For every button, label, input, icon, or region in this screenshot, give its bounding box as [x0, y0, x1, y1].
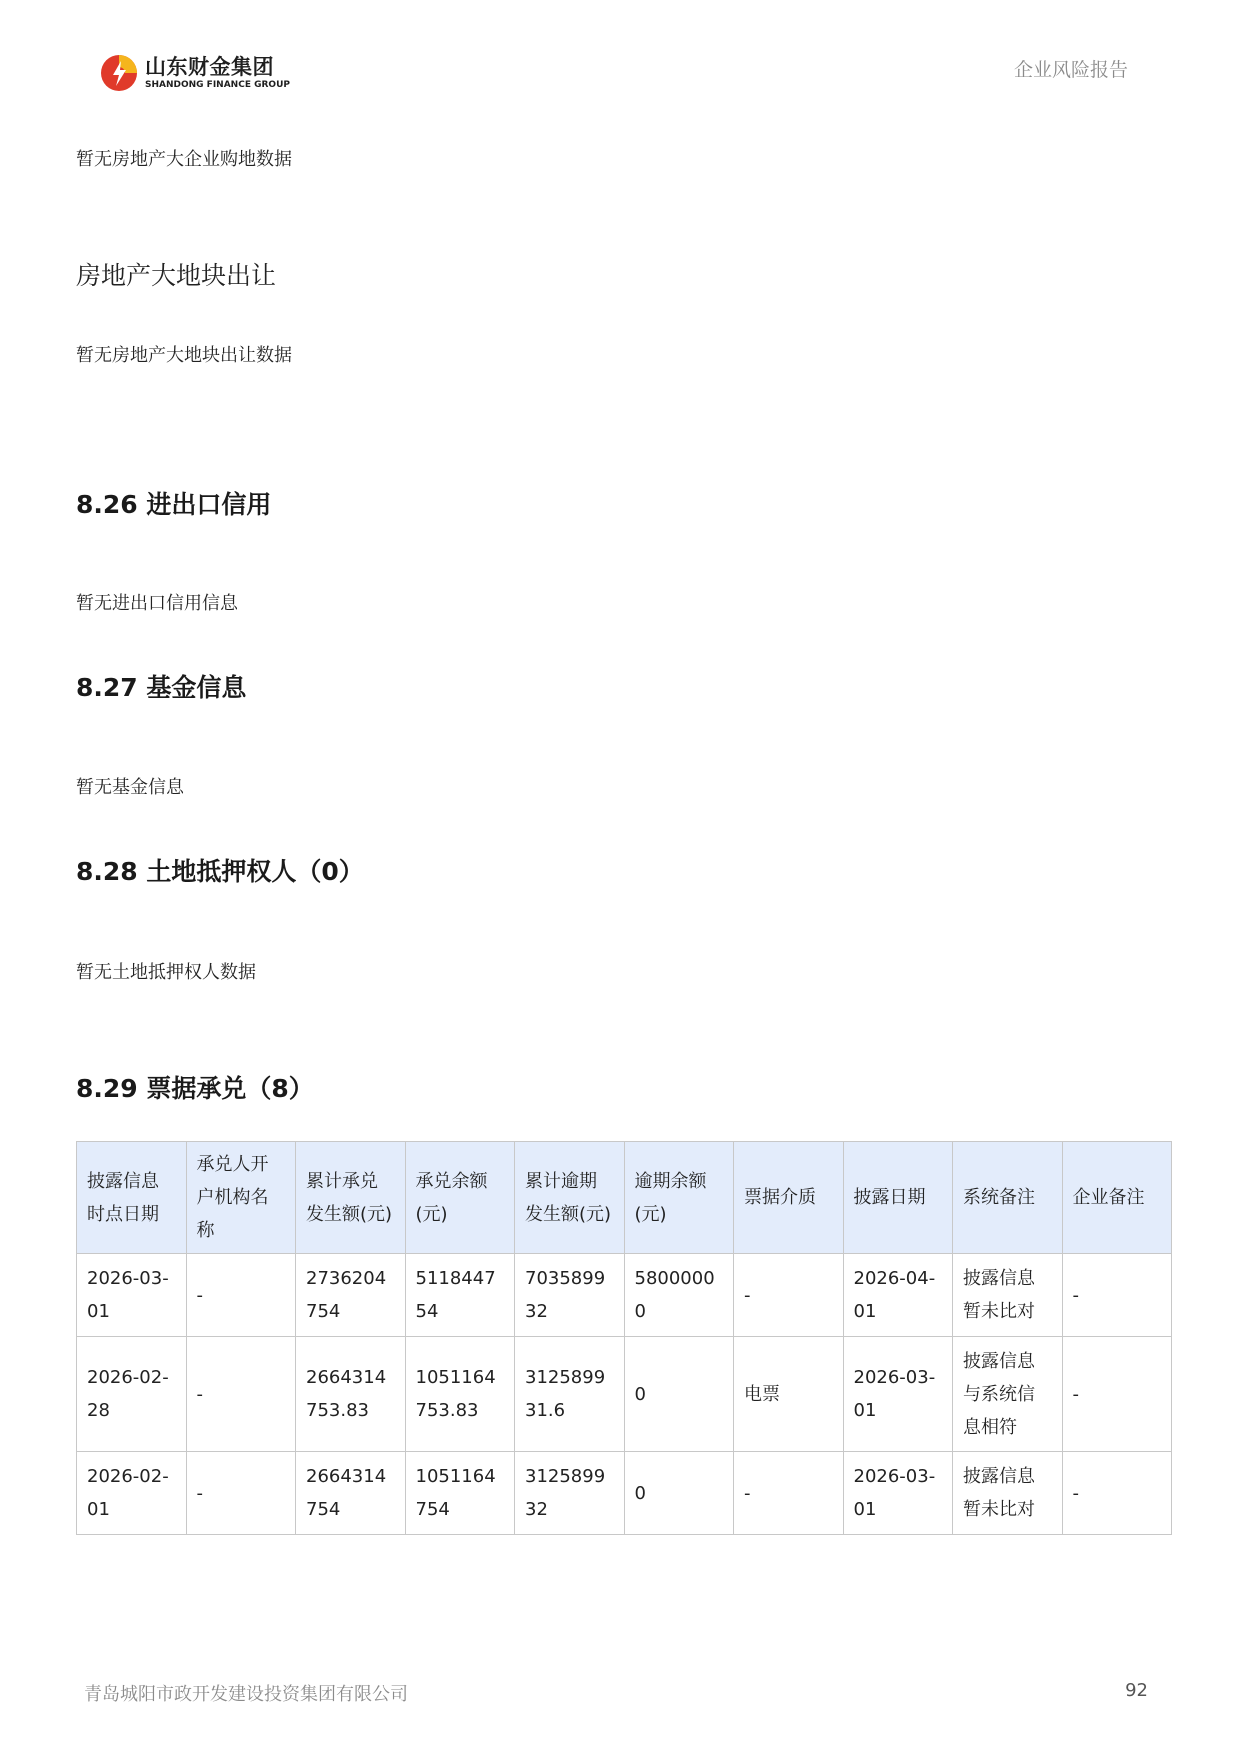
table-cell: -	[186, 1337, 296, 1452]
table-cell: 2026-03-01	[77, 1254, 187, 1337]
table-cell: 58000000	[624, 1254, 734, 1337]
table-cell: -	[734, 1254, 844, 1337]
column-header-company-remark: 企业备注	[1062, 1142, 1172, 1254]
table-cell: 2664314753.83	[296, 1337, 406, 1452]
company-logo	[99, 52, 290, 94]
import-export-heading: 8.26 进出口信用	[76, 490, 272, 519]
column-header-cumulative-acceptance: 累计承兑发生额(元)	[296, 1142, 406, 1254]
column-header-acceptor-bank: 承兑人开户机构名称	[186, 1142, 296, 1254]
table-cell: 2664314754	[296, 1452, 406, 1535]
table-cell: 2026-03-01	[843, 1452, 953, 1535]
logo-chinese-name: 山东财金集团	[145, 55, 274, 79]
land-transfer-empty-text: 暂无房地产大地块出让数据	[76, 345, 292, 366]
table-cell: 0	[624, 1337, 734, 1452]
table-cell: 2026-02-28	[77, 1337, 187, 1452]
column-header-bill-medium: 票据介质	[734, 1142, 844, 1254]
table-cell: 1051164753.83	[405, 1337, 515, 1452]
land-mortgage-heading: 8.28 土地抵押权人（0）	[76, 857, 364, 886]
table-cell: -	[1062, 1254, 1172, 1337]
table-cell: 0	[624, 1452, 734, 1535]
table-cell: 2736204754	[296, 1254, 406, 1337]
page-number: 92	[1125, 1680, 1148, 1701]
table-cell: -	[186, 1452, 296, 1535]
shandong-finance-logo-icon	[99, 53, 139, 93]
import-export-empty-text: 暂无进出口信用信息	[76, 593, 238, 614]
footer-company-name: 青岛城阳市政开发建设投资集团有限公司	[84, 1684, 408, 1705]
table-cell: 703589932	[515, 1254, 625, 1337]
logo-english-name: SHANDONG FINANCE GROUP	[145, 80, 290, 90]
table-row	[77, 1337, 1172, 1452]
fund-empty-text: 暂无基金信息	[76, 777, 184, 798]
table-cell: -	[734, 1452, 844, 1535]
table-header-row	[77, 1142, 1172, 1254]
table-cell: 电票	[734, 1337, 844, 1452]
fund-heading: 8.27 基金信息	[76, 673, 247, 702]
table-cell: 2026-02-01	[77, 1452, 187, 1535]
table-cell: 312589931.6	[515, 1337, 625, 1452]
land-purchase-empty-text: 暂无房地产大企业购地数据	[76, 149, 292, 170]
table-row	[77, 1254, 1172, 1337]
bill-acceptance-heading: 8.29 票据承兑（8）	[76, 1074, 314, 1103]
land-transfer-heading: 房地产大地块出让	[76, 261, 277, 290]
table-cell: 1051164754	[405, 1452, 515, 1535]
land-mortgage-empty-text: 暂无土地抵押权人数据	[76, 962, 256, 983]
table-cell: -	[1062, 1452, 1172, 1535]
column-header-disclosure-date: 披露日期	[843, 1142, 953, 1254]
table-cell: 511844754	[405, 1254, 515, 1337]
table-cell: -	[186, 1254, 296, 1337]
column-header-overdue-balance: 逾期余额(元)	[624, 1142, 734, 1254]
table-cell: 披露信息与系统信息相符	[953, 1337, 1063, 1452]
column-header-cumulative-overdue: 累计逾期发生额(元)	[515, 1142, 625, 1254]
table-row	[77, 1452, 1172, 1535]
report-title: 企业风险报告	[1013, 59, 1128, 81]
table-cell: 312589932	[515, 1452, 625, 1535]
table-cell: 2026-03-01	[843, 1337, 953, 1452]
column-header-acceptance-balance: 承兑余额(元)	[405, 1142, 515, 1254]
table-cell: -	[1062, 1337, 1172, 1452]
column-header-system-remark: 系统备注	[953, 1142, 1063, 1254]
table-cell: 披露信息暂未比对	[953, 1254, 1063, 1337]
bill-acceptance-table	[76, 1141, 1172, 1535]
table-cell: 2026-04-01	[843, 1254, 953, 1337]
column-header-disclosure-point-date: 披露信息时点日期	[77, 1142, 187, 1254]
table-cell: 披露信息暂未比对	[953, 1452, 1063, 1535]
